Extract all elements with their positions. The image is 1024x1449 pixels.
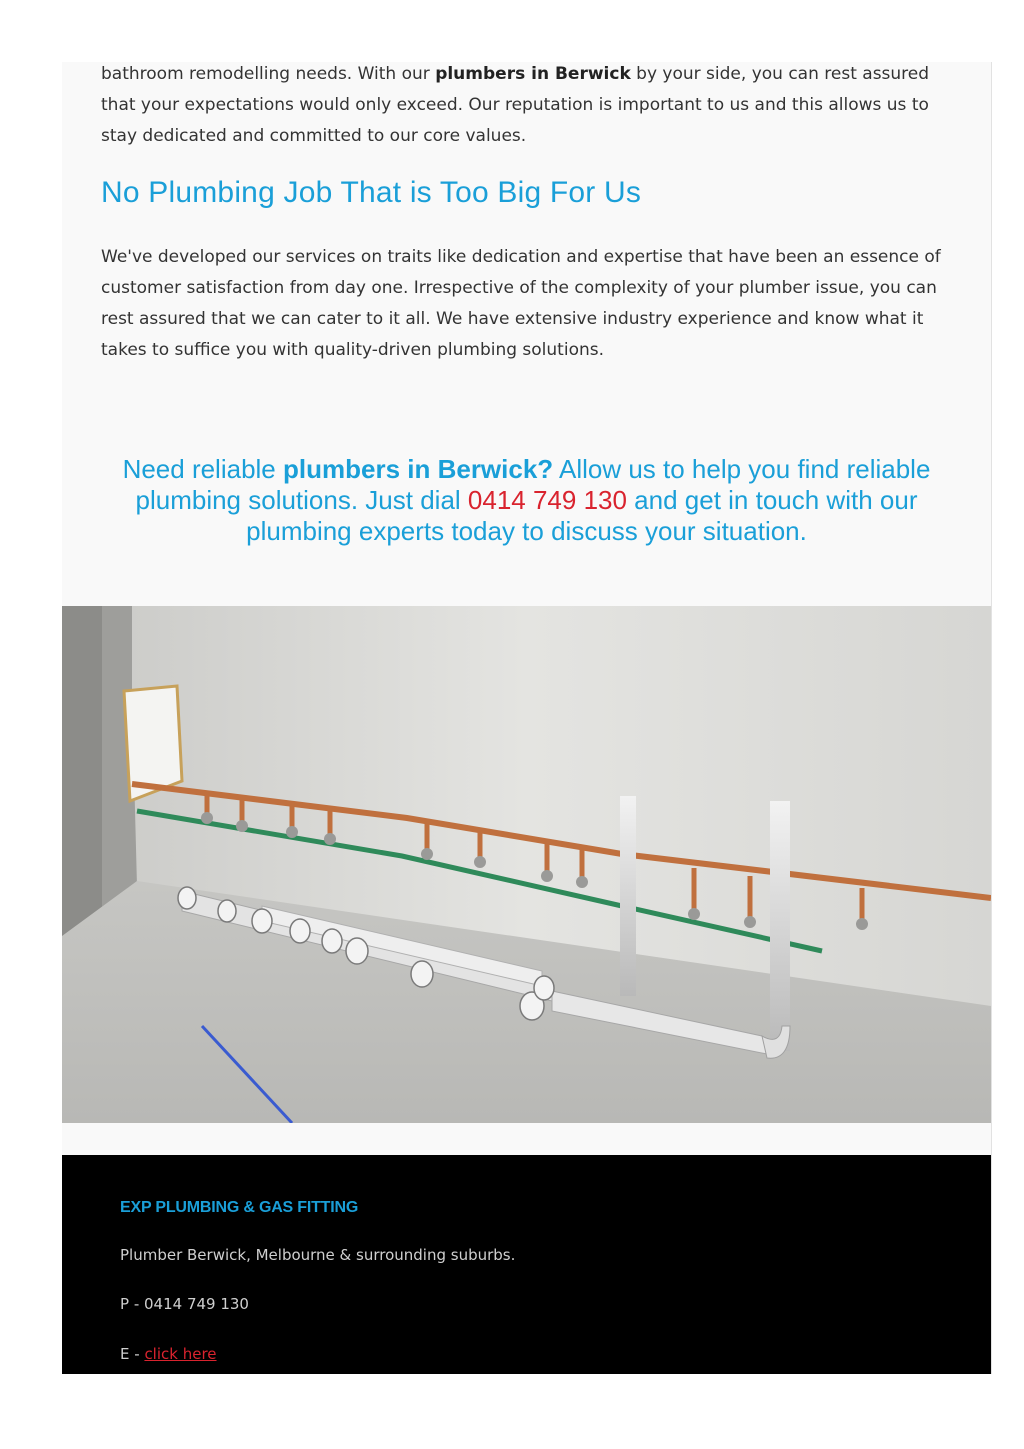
- section-body: We've developed our services on traits like dedication and expertise that have been an essence of customer satisfaction from day one. Irrespective of the complexity of your plumber issue, you can rest assured that we can cater to it all. We have extensive industry experience and know what it takes to suffice you with quality-driven plumbing solutions.: [101, 247, 941, 360]
- site-footer: [62, 1155, 992, 1374]
- intro-text-post: by your side, you can rest assured that your expectations would only exceed. Our reputation is important to us and this allows us to stay dedicated and committed to our core values.: [101, 64, 930, 146]
- footer-company-name: EXP PLUMBING & GAS FITTING: [120, 1199, 359, 1216]
- plumbing-photo: [62, 606, 991, 1123]
- cta-phone-number[interactable]: 0414 749 130: [467, 485, 627, 515]
- footer-phone-label: P -: [120, 1295, 144, 1313]
- cta-text-mid: Allow us to help you find reliable plumbing solutions. Just dial: [135, 454, 931, 515]
- intro-text-pre: bathroom remodelling needs. With our: [101, 64, 436, 84]
- footer-email-label: E -: [120, 1345, 145, 1363]
- page-content: [62, 62, 992, 1374]
- intro-paragraph: [101, 62, 961, 152]
- intro-keyword: plumbers in Berwick: [435, 64, 631, 84]
- footer-email-link[interactable]: click here: [144, 1345, 217, 1363]
- cta-text-pre: Need reliable: [122, 454, 283, 484]
- footer-phone: [120, 1295, 249, 1313]
- cta-text-post: and get in touch with our plumbing experts today to discuss your situation.: [246, 485, 918, 546]
- footer-email: [120, 1345, 217, 1363]
- call-to-action: [82, 454, 971, 547]
- plumbing-photo-illustration: [62, 606, 991, 1123]
- footer-tagline: Plumber Berwick, Melbourne & surrounding suburbs.: [120, 1246, 516, 1264]
- footer-phone-number[interactable]: 0414 749 130: [144, 1295, 249, 1313]
- cta-keyword: plumbers in Berwick?: [283, 454, 554, 484]
- section-heading: No Plumbing Job That is Too Big For Us: [101, 176, 642, 209]
